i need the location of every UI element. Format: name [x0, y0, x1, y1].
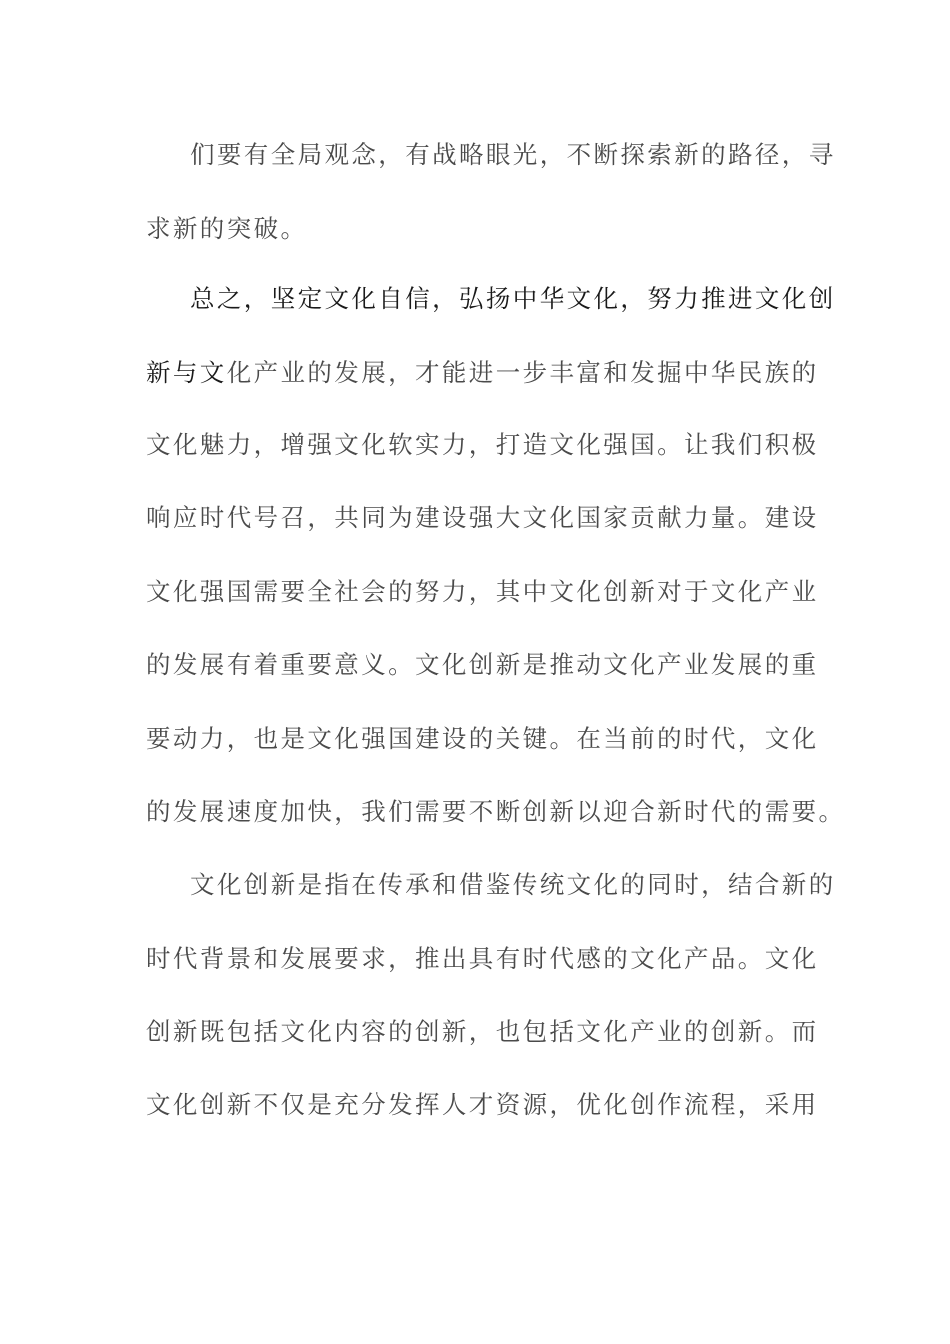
paragraph-2-line-3: 文化魅力，增强文化软实力，打造文化强国。让我们积极	[146, 430, 819, 459]
paragraph-2-line-1: 总之，坚定文化自信，弘扬中华文化，努力推进文化创	[190, 284, 836, 313]
paragraph-2-line-7: 要动力，也是文化强国建设的关键。在当前的时代，文化	[146, 724, 819, 753]
paragraph-2-line-5: 文化强国需要全社会的努力，其中文化创新对于文化产业	[146, 577, 819, 606]
paragraph-2-line-2-dark: 新与文	[146, 358, 227, 387]
paragraph-2-line-2-rest: 化产业的发展，才能进一步丰富和发掘中华民族的	[226, 358, 819, 387]
paragraph-1-line-2: 求新的突破。	[146, 214, 308, 243]
paragraph-3-line-2: 时代背景和发展要求，推出具有时代感的文化产品。文化	[146, 944, 819, 973]
paragraph-2-line-6: 的发展有着重要意义。文化创新是推动文化产业发展的重	[146, 650, 819, 679]
paragraph-1-line-1: 们要有全局观念，有战略眼光，不断探索新的路径，寻	[190, 140, 836, 169]
paragraph-2-line-2	[146, 356, 819, 390]
paragraph-3-line-3: 创新既包括文化内容的创新，也包括文化产业的创新。而	[146, 1017, 819, 1046]
paragraph-2-line-4: 响应时代号召，共同为建设强大文化国家贡献力量。建设	[146, 503, 819, 532]
paragraph-2-line-8: 的发展速度加快，我们需要不断创新以迎合新时代的需要。	[146, 797, 846, 826]
paragraph-3-line-1: 文化创新是指在传承和借鉴传统文化的同时，结合新的	[190, 870, 836, 899]
paragraph-3-line-4: 文化创新不仅是充分发挥人才资源，优化创作流程，采用	[146, 1090, 819, 1119]
